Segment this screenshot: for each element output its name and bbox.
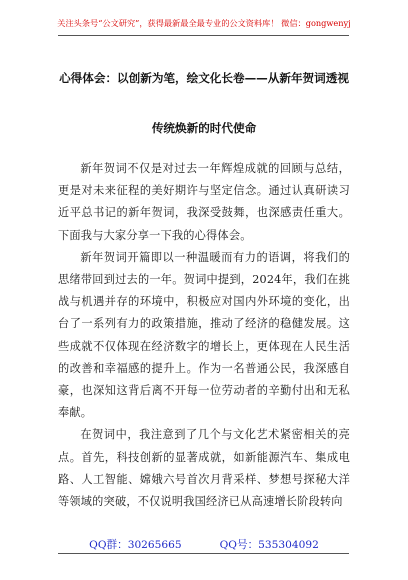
- header-divider: [58, 35, 349, 36]
- document-title-line-1: 心得体会：以创新为笔，绘文化长卷——从新年贺词透视: [59, 71, 349, 85]
- footer-contacts: [0, 537, 408, 552]
- document-title-line-2: 传统焕新的时代使命: [151, 121, 257, 135]
- footer-qq-group: QQ群：30265665: [89, 539, 182, 551]
- paragraph-intro: 新年贺词不仅是对过去一年辉煌成就的回顾与总结，更是对未来征程的美好期许与坚定信念。通过认真研读习近平总书记的新年贺词，我深受鼓舞，也深感责任重大。下面我与大家分享一下我的心得体会。: [58, 162, 350, 242]
- promo-banner: 关注头条号“公文研究”，获得最新最全最专业的公文资料库！ 微信：gongwenyj: [57, 18, 351, 28]
- footer-qq-number: QQ号：535304092: [219, 539, 319, 551]
- paragraph-culture: 在贺词中，我注意到了几个与文化艺术紧密相关的亮点。首先，科技创新的显著成就，如新能源汽车、集成电路、人工智能、嫦娥六号首次月背采样、梦想号探秘大洋等领域的突破，不仅说明我国经济已从高速增长阶段转向: [58, 428, 350, 509]
- paragraph-review: 新年贺词开篇即以一种温暖而有力的语调，将我们的思绪带回到过去的一年。贺词中提到，2024年，我们在挑战与机遇并存的环境中，积极应对国内外环境的变化，出台了一系列有力的政策措施，推动了经济的稳健发展。这些成就不仅体现在经济数字的增长上，更体现在人民生活的改善和幸福感的提升上。作为一名普通公民，我深感自豪，也深知这背后离不开每一位劳动者的辛勤付出和无私奉献。: [58, 250, 350, 420]
- document-body: [58, 158, 350, 513]
- footer-divider: [58, 553, 349, 554]
